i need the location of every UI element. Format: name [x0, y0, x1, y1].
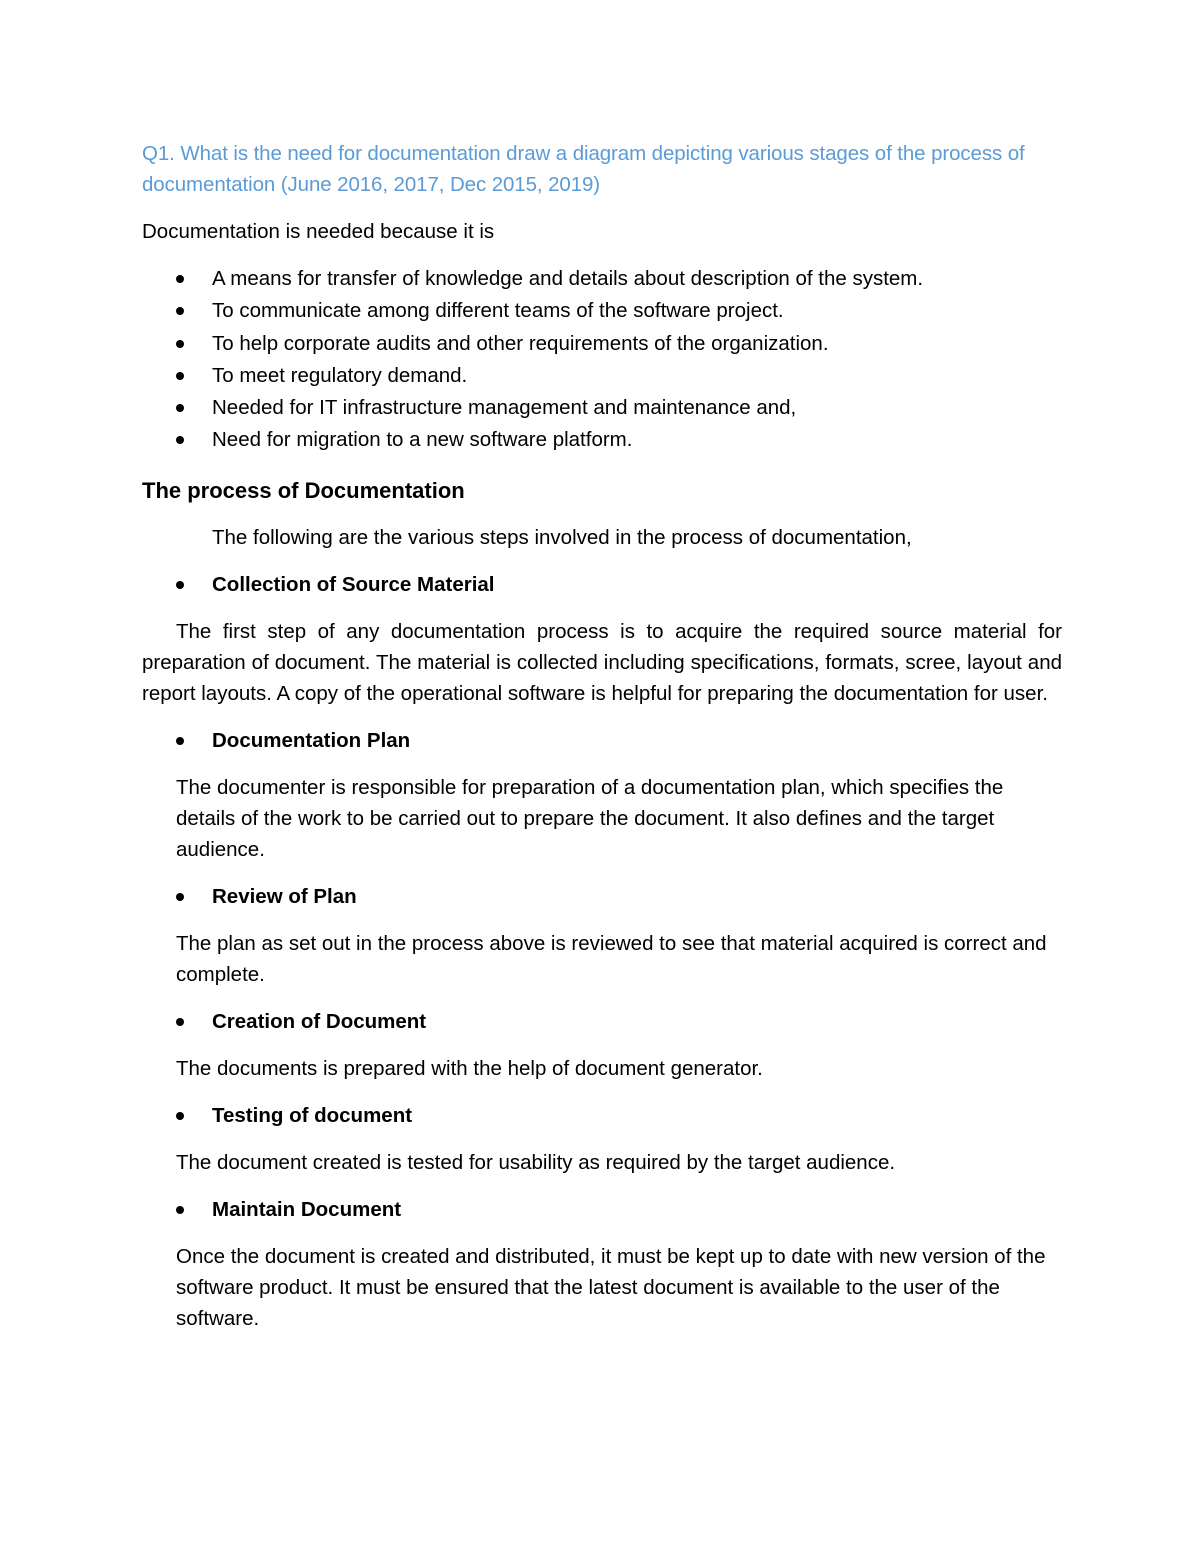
- step-title-text: Collection of Source Material: [212, 572, 495, 596]
- step-title-text: Testing of document: [212, 1103, 413, 1127]
- list-item-text: Needed for IT infrastructure management and maintenance and,: [212, 396, 797, 420]
- step-body-review: The plan as set out in the process above is reviewed to see that material acquired is correct and complete.: [176, 931, 1047, 986]
- list-item-text: To communicate among different teams of the software project.: [212, 299, 784, 323]
- process-heading: The process of Documentation: [142, 477, 465, 503]
- step-title-text: Documentation Plan: [212, 728, 411, 752]
- bullet-icon: [176, 1112, 184, 1120]
- bullet-icon: [176, 1018, 184, 1026]
- step-title-text: Creation of Document: [212, 1009, 427, 1033]
- step-title-review: [142, 881, 1062, 912]
- step-title-text: Review of Plan: [212, 884, 357, 908]
- list-item-text: Need for migration to a new software platform.: [212, 428, 633, 452]
- list-item-text: To help corporate audits and other requirements of the organization.: [212, 331, 829, 355]
- step-title-testing: [142, 1100, 1062, 1131]
- bullet-icon: [176, 436, 184, 444]
- bullet-icon: [176, 307, 184, 315]
- list-item: [142, 392, 1062, 424]
- list-item-text: To meet regulatory demand.: [212, 363, 468, 387]
- bullet-icon: [176, 1206, 184, 1214]
- question-heading: Q1. What is the need for documentation draw a diagram depicting various stages of the process of documentation (June 2016, 2017, Dec 2015, 2019): [142, 142, 1025, 196]
- process-lead: The following are the various steps involved in the process of documentation,: [212, 525, 912, 549]
- step-body-testing: The document created is tested for usability as required by the target audience.: [176, 1150, 896, 1174]
- step-title-plan: [142, 725, 1062, 756]
- step-title-creation: [142, 1006, 1062, 1037]
- step-body-collection: The first step of any documentation process is to acquire the required source material for preparation of document. The material is collected including specifications, formats, scree, layout and report layouts. A copy of the operational software is helpful for preparing the documentation for user.: [142, 619, 1062, 705]
- step-body-creation: The documents is prepared with the help of document generator.: [176, 1056, 763, 1080]
- list-item: [142, 263, 1062, 295]
- step-body-plan: The documenter is responsible for preparation of a documentation plan, which specifies the details of the work to be carried out to prepare the document. It also defines and the target audience.: [176, 775, 1004, 861]
- step-title-text: Maintain Document: [212, 1197, 402, 1221]
- list-item-text: A means for transfer of knowledge and details about description of the system.: [212, 267, 924, 290]
- step-body-maintain: Once the document is created and distributed, it must be kept up to date with new version of the software product. It must be ensured that the latest document is available to the user of the software.: [176, 1244, 1046, 1330]
- reasons-list: [142, 263, 1062, 457]
- bullet-icon: [176, 737, 184, 745]
- bullet-icon: [176, 372, 184, 380]
- bullet-icon: [176, 893, 184, 901]
- list-item: [142, 295, 1062, 327]
- bullet-icon: [176, 581, 184, 589]
- document-content: [142, 138, 1062, 1350]
- step-title-collection: [142, 569, 1062, 600]
- bullet-icon: [176, 404, 184, 412]
- step-title-maintain: [142, 1194, 1062, 1225]
- bullet-icon: [176, 275, 184, 283]
- bullet-icon: [176, 340, 184, 348]
- list-item: [142, 424, 1062, 456]
- intro-text: Documentation is needed because it is: [142, 220, 495, 243]
- list-item: [142, 360, 1062, 392]
- list-item: [142, 328, 1062, 360]
